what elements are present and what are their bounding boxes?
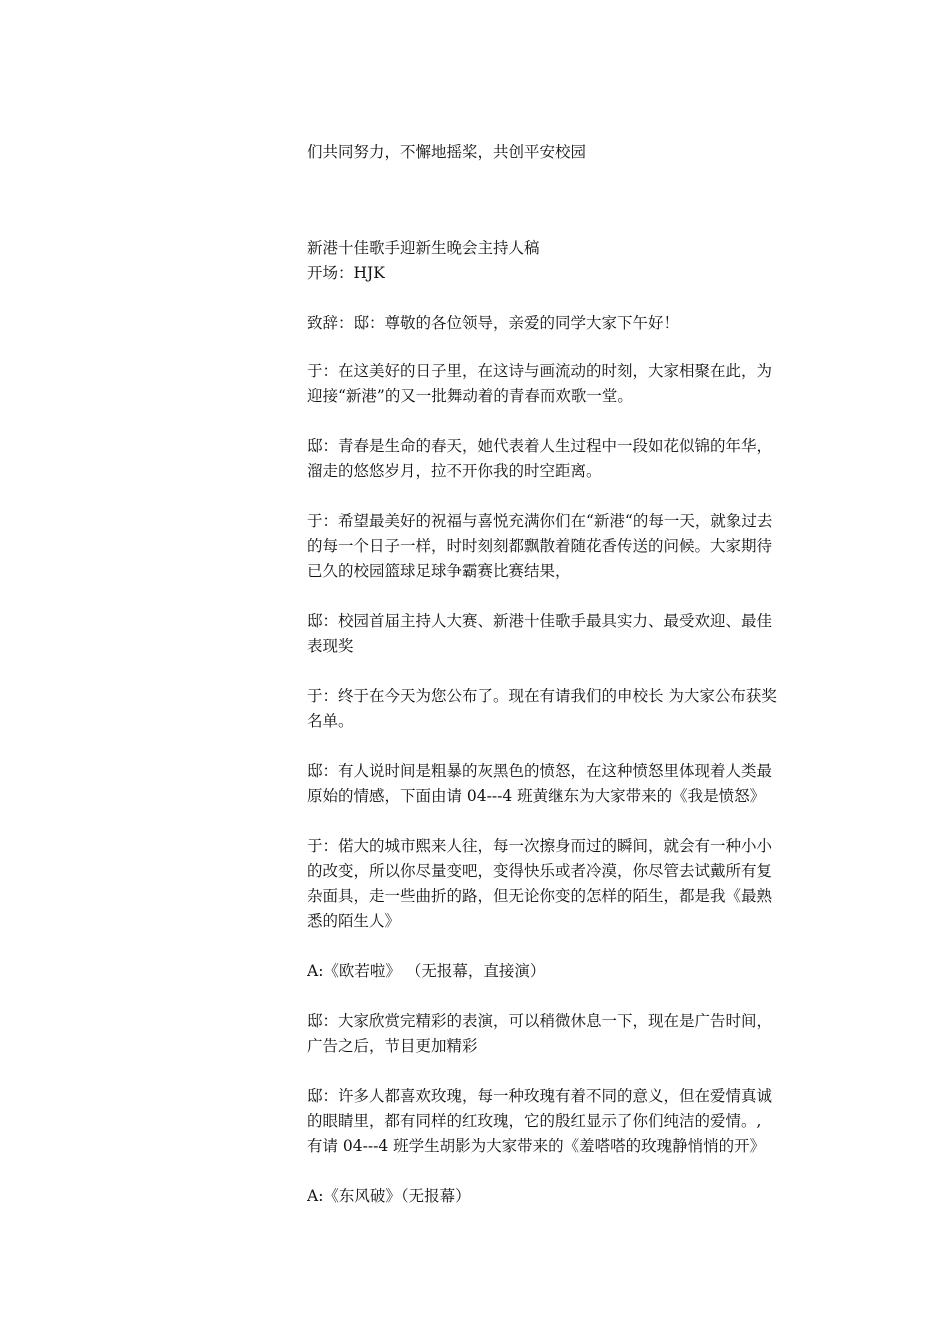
- text-line: 已久的校园篮球足球争霸赛比赛结果，: [307, 562, 571, 580]
- text-line: 杂面具，走一些曲折的路，但无论你变的怎样的陌生，都是我《最熟: [307, 887, 773, 905]
- text-line: 广告之后，节目更加精彩: [307, 1037, 478, 1055]
- text-line: 原始的情感，下面由请 04---4 班黄继东为大家带来的《我是愤怒》: [307, 787, 766, 805]
- text-line: 有请 04---4 班学生胡影为大家带来的《羞嗒嗒的玫瑰静悄悄的开》: [307, 1137, 766, 1155]
- text-line: 于：希望最美好的祝福与喜悦充满你们在“新港“的每一天，就象过去: [307, 512, 773, 530]
- text-line: 名单。: [307, 712, 354, 730]
- text-line: A:《欧若啦》 （无报幕，直接演）: [307, 962, 546, 980]
- text-line: 邸：青春是生命的春天，她代表着人生过程中一段如花似锦的年华，: [307, 437, 773, 455]
- text-line: A:《东风破》（无报幕）: [307, 1187, 471, 1205]
- text-line: 表现奖: [307, 637, 354, 655]
- text-line: 邸：许多人都喜欢玫瑰，每一种玫瑰有着不同的意义，但在爱情真诚: [307, 1087, 773, 1105]
- text-line: 开场：HJK: [307, 264, 385, 282]
- text-line: 于：偌大的城市熙来人往，每一次擦身而过的瞬间，就会有一种小小: [307, 837, 773, 855]
- text-line: 邸：大家欣赏完精彩的表演，可以稍微休息一下，现在是广告时间，: [307, 1012, 773, 1030]
- text-line: 溜走的悠悠岁月，拉不开你我的时空距离。: [307, 462, 602, 480]
- text-line: 的眼睛里，都有同样的红玫瑰，它的殷红显示了你们纯洁的爱情。,: [307, 1112, 762, 1130]
- text-line: 迎接“新港”的又一批舞动着的青春而欢歌一堂。: [307, 387, 633, 405]
- document-title: 新港十佳歌手迎新生晚会主持人稿: [307, 239, 540, 257]
- text-line: 邸：有人说时间是粗暴的灰黑色的愤怒，在这种愤怒里体现着人类最: [307, 762, 773, 780]
- text-line: 的改变，所以你尽量变吧，变得快乐或者冷漠，你尽管去试戴所有复: [307, 862, 773, 880]
- text-line: 们共同努力，不懈地摇桨，共创平安校园: [307, 143, 587, 161]
- text-line: 于：在这美好的日子里，在这诗与画流动的时刻，大家相聚在此，为: [307, 362, 773, 380]
- text-line: 致辞：邸：尊敬的各位领导，亲爱的同学大家下午好！: [307, 314, 680, 332]
- text-line: 的每一个日子一样，时时刻刻都飘散着随花香传送的问候。大家期待: [307, 537, 773, 555]
- text-line: 悉的陌生人》: [307, 912, 401, 930]
- text-line: 于：终于在今天为您公布了。现在有请我们的申校长 为大家公布获奖: [307, 687, 777, 705]
- text-line: 邸：校园首届主持人大赛、新港十佳歌手最具实力、最受欢迎、最佳: [307, 612, 773, 630]
